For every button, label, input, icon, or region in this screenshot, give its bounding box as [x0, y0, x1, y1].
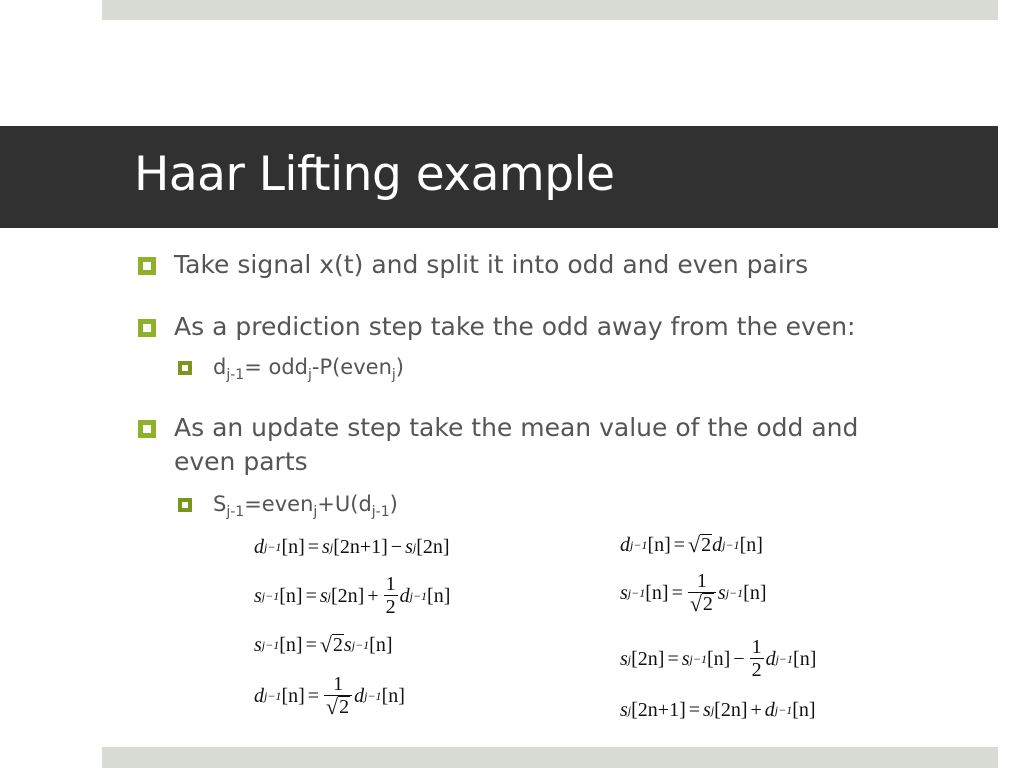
equation-right-1: d j−1 [n] = √ 2 d j−1 [n] — [620, 532, 763, 557]
bullet-square-icon — [138, 319, 156, 337]
bullet-square-icon — [138, 257, 156, 275]
equation-left-1: d j−1 [n] = s j [2n+1] − s j [2n] — [254, 536, 450, 558]
sub-bullet-square-icon — [178, 498, 192, 512]
equation-left-2: s j−1 [n] = s j [2n] + $\frac{1}{2}$ d j−1 [n] — [254, 573, 451, 618]
fraction-one-over-sqrt-two: 1 √ 2 — [324, 673, 352, 719]
bullet-square-icon — [138, 420, 156, 438]
equation-right-2: s j−1 [n] = 1 √ 2 s j−1 [n] — [620, 570, 767, 616]
bullet-text-3-line-2: even parts — [174, 447, 308, 476]
sqrt-two: √ 2 — [319, 632, 343, 657]
bullet-text-1: Take signal x(t) and split it into odd and even pairs — [174, 250, 809, 279]
fraction-one-half: $\frac{1}{2}$ — [751, 636, 762, 681]
equation-left-4: d j−1 [n] = 1 √ 2 d j−1 [n] — [254, 673, 405, 719]
equation-left-3: s j−1 [n] = √ 2 s j−1 [n] — [254, 632, 393, 657]
equation-right-3: s j [2n] = s j−1 [n] − $\frac{1}{2}$ d j−1 [n] — [620, 636, 817, 681]
sub-bullet-update: $S_{j-1}=even_j+U(d_{j-1})$ — [213, 492, 398, 520]
top-decorative-band — [102, 0, 998, 20]
equation-right-4: s j [2n+1] = s j [2n] + d j−1 [n] — [620, 699, 816, 721]
fraction-one-half: $\frac{1}{2}$ — [385, 573, 396, 618]
bullet-text-3-line-1: As an update step take the mean value of the odd and — [174, 413, 859, 442]
bullet-text-2: As a prediction step take the odd away from the even: — [174, 312, 856, 341]
fraction-one-over-sqrt-two: 1 √ 2 — [688, 570, 716, 616]
slide-title: Haar Lifting example — [134, 147, 615, 202]
sqrt-two: √ 2 — [688, 532, 712, 557]
sub-bullet-prediction: $d_{j-1}=$ odd$_j$-P(even$_j$) — [213, 355, 404, 383]
sub-bullet-square-icon — [178, 361, 192, 375]
bottom-decorative-band — [102, 747, 998, 768]
